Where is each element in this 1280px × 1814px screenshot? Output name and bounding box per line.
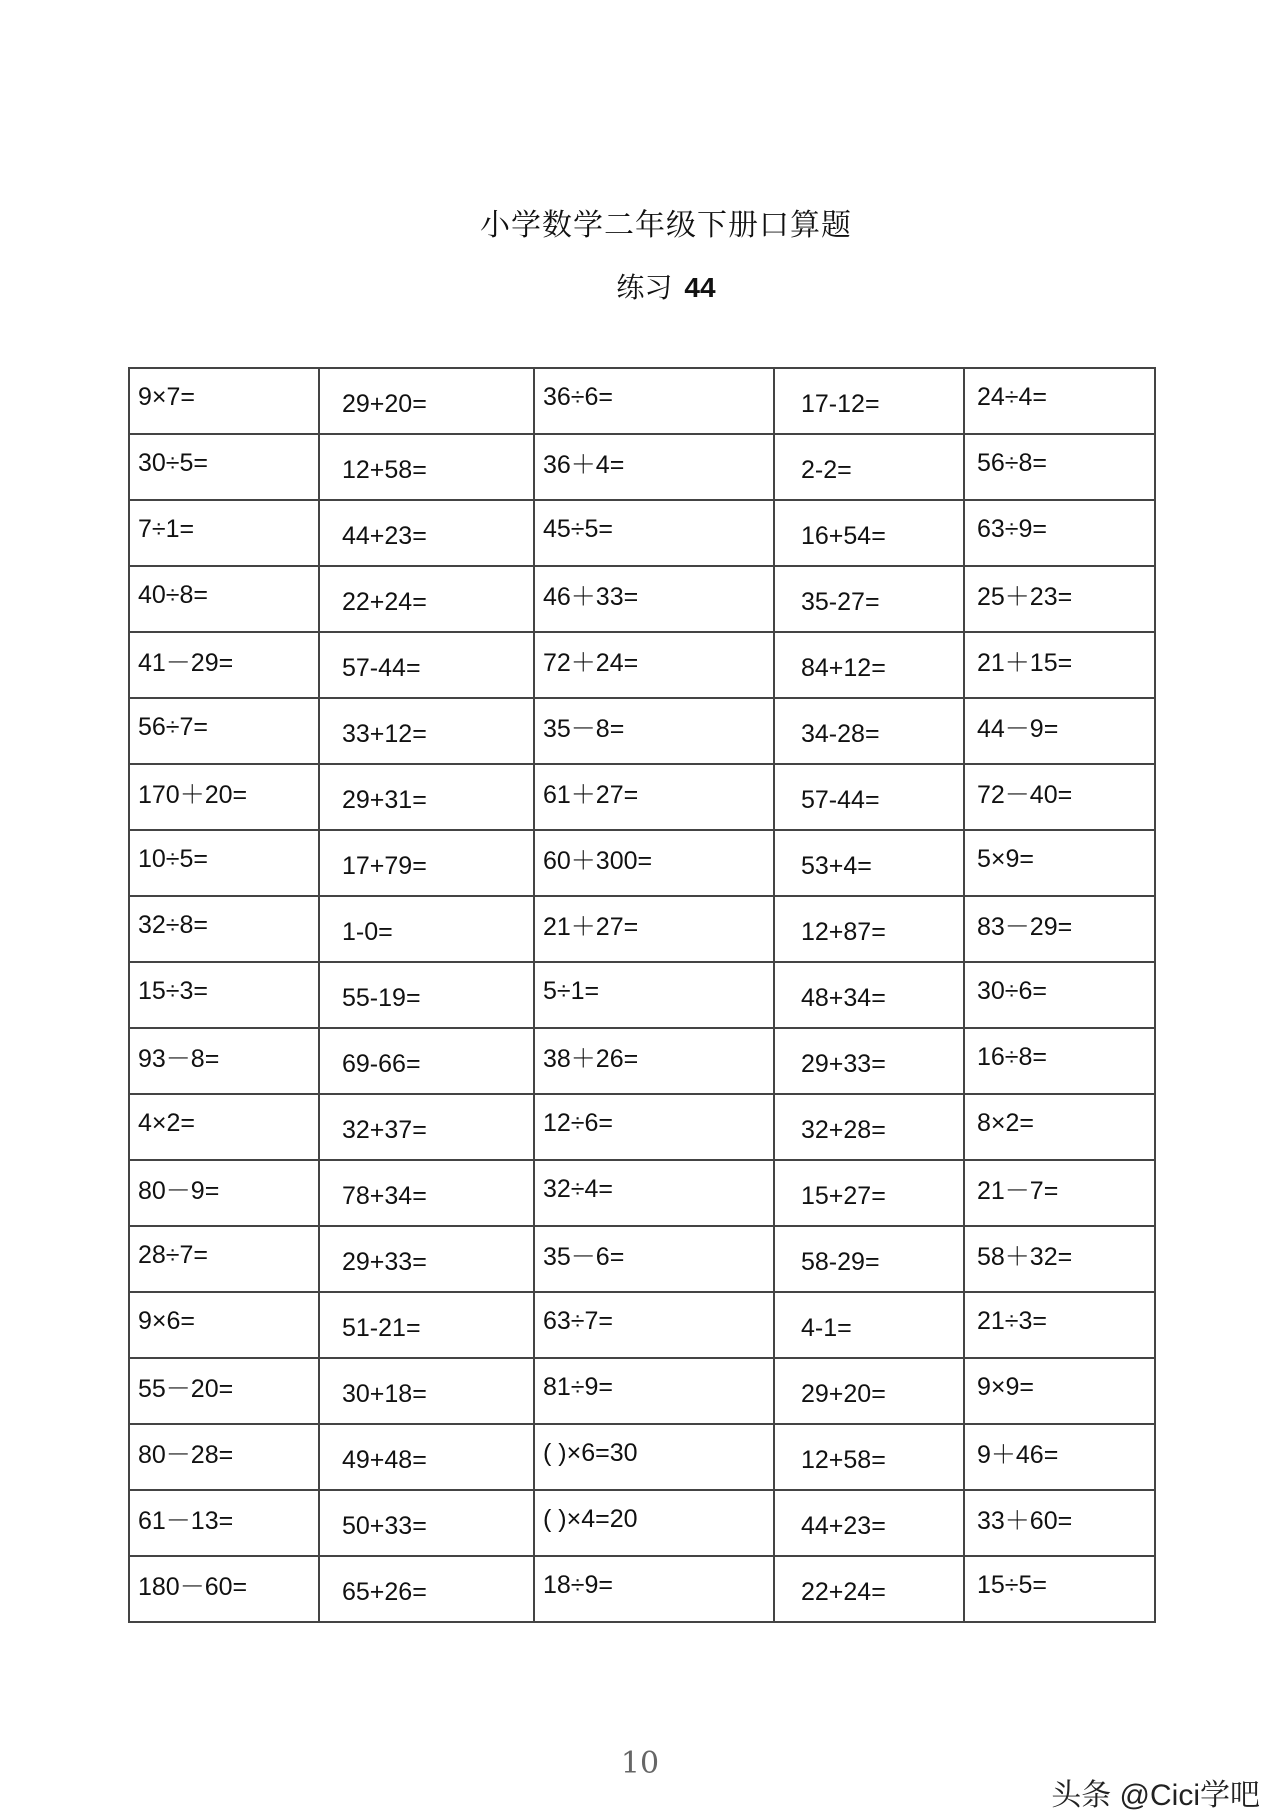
problem-cell	[774, 698, 964, 764]
problem-cell	[774, 1490, 964, 1556]
table-row	[129, 1160, 1155, 1226]
table-row	[129, 566, 1155, 632]
problem-text: 17-12=	[801, 389, 880, 418]
problem-cell	[964, 1292, 1155, 1358]
problem-text: 4-1=	[801, 1313, 852, 1342]
problem-cell	[774, 566, 964, 632]
problem-cell	[129, 764, 319, 830]
problem-cell	[319, 962, 534, 1028]
problem-text: 55-19=	[342, 983, 421, 1012]
problem-text: 84+12=	[801, 653, 886, 682]
problem-text: 34-28=	[801, 719, 880, 748]
problem-text: 16÷8=	[977, 1042, 1048, 1071]
problem-cell	[129, 1094, 319, 1160]
problem-text: 61－13=	[138, 1507, 234, 1535]
problem-text: 5÷1=	[543, 976, 600, 1005]
problem-text: 10÷5=	[138, 844, 209, 873]
problem-text: 29+33=	[801, 1049, 886, 1078]
table-row	[129, 1292, 1155, 1358]
problem-text: 58-29=	[801, 1247, 880, 1276]
table-row	[129, 368, 1155, 434]
exercise-number: 44	[684, 272, 716, 303]
problem-cell	[774, 1094, 964, 1160]
problem-cell	[129, 698, 319, 764]
problem-cell	[129, 1424, 319, 1490]
problem-text: 32÷4=	[543, 1174, 614, 1203]
problem-text: 22+24=	[801, 1577, 886, 1606]
problem-cell	[319, 764, 534, 830]
problem-cell	[129, 500, 319, 566]
problem-text: 9×7=	[138, 382, 196, 411]
problem-cell	[774, 1226, 964, 1292]
problem-cell	[319, 632, 534, 698]
problem-cell	[319, 1094, 534, 1160]
problem-cell	[774, 1292, 964, 1358]
problem-cell	[774, 962, 964, 1028]
table-row	[129, 764, 1155, 830]
problem-text: 170＋20=	[138, 781, 248, 809]
problem-cell	[964, 1226, 1155, 1292]
problem-text: 33＋60=	[977, 1507, 1073, 1535]
problem-text: 32÷8=	[138, 910, 209, 939]
problem-cell	[319, 1160, 534, 1226]
problem-text: 57-44=	[342, 653, 421, 682]
problem-cell	[774, 764, 964, 830]
problem-cell	[129, 1556, 319, 1622]
problem-cell	[129, 1160, 319, 1226]
problem-text: 72－40=	[977, 781, 1073, 809]
problem-cell	[319, 1424, 534, 1490]
problem-cell	[534, 962, 774, 1028]
table-row	[129, 1094, 1155, 1160]
problem-text: ( )×4=20	[543, 1504, 638, 1533]
problem-text: 44+23=	[801, 1511, 886, 1540]
problem-text: 38＋26=	[543, 1045, 639, 1073]
table-row	[129, 500, 1155, 566]
problem-cell	[129, 434, 319, 500]
problem-text: 40÷8=	[138, 580, 209, 609]
problem-text: 78+34=	[342, 1181, 427, 1210]
problem-text: 9＋46=	[977, 1441, 1059, 1469]
problem-cell	[964, 1424, 1155, 1490]
problem-cell	[534, 368, 774, 434]
problem-text: 29+31=	[342, 785, 427, 814]
problem-cell	[774, 1160, 964, 1226]
problem-text: 72＋24=	[543, 649, 639, 677]
problem-text: 69-66=	[342, 1049, 421, 1078]
problem-cell	[964, 896, 1155, 962]
problem-cell	[129, 1226, 319, 1292]
problem-cell	[319, 830, 534, 896]
problem-text: 80－28=	[138, 1441, 234, 1469]
problem-text: 1-0=	[342, 917, 393, 946]
exercise-heading	[26, 266, 1280, 306]
problem-cell	[774, 1358, 964, 1424]
problem-text: 81÷9=	[543, 1372, 614, 1401]
table-row	[129, 1556, 1155, 1622]
problem-cell	[774, 896, 964, 962]
problem-cell	[129, 896, 319, 962]
problem-cell	[319, 698, 534, 764]
problem-text: 63÷9=	[977, 514, 1048, 543]
problem-text: 45÷5=	[543, 514, 614, 543]
problem-cell	[964, 632, 1155, 698]
problem-cell	[534, 1028, 774, 1094]
problem-text: 35－8=	[543, 715, 625, 743]
table-row	[129, 1490, 1155, 1556]
problem-text: 15+27=	[801, 1181, 886, 1210]
problem-text: 55－20=	[138, 1375, 234, 1403]
problem-cell	[319, 1292, 534, 1358]
problem-cell	[964, 1028, 1155, 1094]
problem-cell	[319, 1028, 534, 1094]
problem-cell	[129, 1292, 319, 1358]
problem-text: 48+34=	[801, 983, 886, 1012]
problem-cell	[774, 368, 964, 434]
problem-cell	[534, 1424, 774, 1490]
problem-cell	[774, 632, 964, 698]
problem-text: 12+58=	[801, 1445, 886, 1474]
problem-cell	[774, 830, 964, 896]
problem-cell	[964, 962, 1155, 1028]
problem-cell	[129, 368, 319, 434]
problem-text: 32+37=	[342, 1115, 427, 1144]
problem-cell	[964, 1490, 1155, 1556]
table-row	[129, 1424, 1155, 1490]
table-row	[129, 896, 1155, 962]
problem-text: ( )×6=30	[543, 1438, 638, 1467]
problem-cell	[534, 1094, 774, 1160]
problem-text: 44－9=	[977, 715, 1059, 743]
table-row	[129, 1226, 1155, 1292]
problem-text: 93－8=	[138, 1045, 220, 1073]
problem-text: 33+12=	[342, 719, 427, 748]
problem-text: 35-27=	[801, 587, 880, 616]
problem-cell	[964, 830, 1155, 896]
problem-cell	[774, 1424, 964, 1490]
problem-cell	[534, 1160, 774, 1226]
problem-text: 29+33=	[342, 1247, 427, 1276]
problem-cell	[534, 830, 774, 896]
problem-text: 83－29=	[977, 913, 1073, 941]
problem-text: 15÷3=	[138, 976, 209, 1005]
problem-cell	[319, 1226, 534, 1292]
problem-cell	[534, 434, 774, 500]
problem-cell	[534, 896, 774, 962]
problem-text: 65+26=	[342, 1577, 427, 1606]
problem-cell	[319, 1358, 534, 1424]
problem-text: 2-2=	[801, 455, 852, 484]
table-row	[129, 698, 1155, 764]
problem-text: 80－9=	[138, 1177, 220, 1205]
problem-text: 49+48=	[342, 1445, 427, 1474]
problem-text: 9×9=	[977, 1372, 1035, 1401]
problem-text: 4×2=	[138, 1108, 196, 1137]
problem-cell	[129, 962, 319, 1028]
problem-text: 7÷1=	[138, 514, 195, 543]
problem-text: 41－29=	[138, 649, 234, 677]
problem-cell	[964, 764, 1155, 830]
problem-text: 56÷7=	[138, 712, 209, 741]
problem-text: 12+58=	[342, 455, 427, 484]
problem-cell	[129, 632, 319, 698]
problem-text: 30+18=	[342, 1379, 427, 1408]
watermark: 头条 @Cici学吧	[1051, 1779, 1260, 1812]
problem-text: 51-21=	[342, 1313, 421, 1342]
problem-text: 5×9=	[977, 844, 1035, 873]
problem-text: 30÷5=	[138, 448, 209, 477]
problem-cell	[964, 566, 1155, 632]
problem-text: 8×2=	[977, 1108, 1035, 1137]
table-row	[129, 962, 1155, 1028]
table-row	[129, 1358, 1155, 1424]
problem-text: 44+23=	[342, 521, 427, 550]
problem-text: 21＋27=	[543, 913, 639, 941]
problem-text: 12+87=	[801, 917, 886, 946]
problem-cell	[129, 1028, 319, 1094]
problem-cell	[319, 368, 534, 434]
problem-text: 36＋4=	[543, 451, 625, 479]
page-title: 小学数学二年级下册口算题	[480, 208, 852, 243]
problem-text: 58＋32=	[977, 1243, 1073, 1271]
problem-text: 21－7=	[977, 1177, 1059, 1205]
problem-cell	[964, 1160, 1155, 1226]
problem-text: 29+20=	[342, 389, 427, 418]
table-row	[129, 434, 1155, 500]
problem-text: 36÷6=	[543, 382, 614, 411]
problem-text: 18÷9=	[543, 1570, 614, 1599]
table-row	[129, 830, 1155, 896]
problem-text: 15÷5=	[977, 1570, 1048, 1599]
problem-cell	[534, 1556, 774, 1622]
problem-text: 56÷8=	[977, 448, 1048, 477]
problem-cell	[319, 896, 534, 962]
problem-text: 32+28=	[801, 1115, 886, 1144]
problem-text: 21÷3=	[977, 1306, 1048, 1335]
problem-text: 63÷7=	[543, 1306, 614, 1335]
problem-cell	[774, 500, 964, 566]
problem-cell	[774, 434, 964, 500]
problem-text: 25＋23=	[977, 583, 1073, 611]
exercise-label: 练习	[616, 271, 673, 304]
problem-cell	[534, 764, 774, 830]
problem-text: 60＋300=	[543, 847, 653, 875]
problem-cell	[534, 1490, 774, 1556]
problem-cell	[129, 566, 319, 632]
problem-text: 35－6=	[543, 1243, 625, 1271]
problem-cell	[534, 698, 774, 764]
problem-text: 29+20=	[801, 1379, 886, 1408]
problem-cell	[964, 1358, 1155, 1424]
problem-text: 17+79=	[342, 851, 427, 880]
problem-cell	[774, 1556, 964, 1622]
problem-text: 180－60=	[138, 1573, 248, 1601]
problem-text: 61＋27=	[543, 781, 639, 809]
problem-cell	[964, 500, 1155, 566]
problem-cell	[319, 1490, 534, 1556]
table-row	[129, 1028, 1155, 1094]
problem-cell	[964, 698, 1155, 764]
problem-cell	[964, 434, 1155, 500]
problem-text: 22+24=	[342, 587, 427, 616]
problem-cell	[534, 1292, 774, 1358]
page-number: 10	[620, 1746, 660, 1781]
problem-cell	[319, 500, 534, 566]
problem-cell	[964, 1094, 1155, 1160]
problem-cell	[534, 500, 774, 566]
problem-text: 9×6=	[138, 1306, 196, 1335]
problem-text: 46＋33=	[543, 583, 639, 611]
problem-cell	[964, 368, 1155, 434]
problem-cell	[129, 830, 319, 896]
problem-text: 16+54=	[801, 521, 886, 550]
problem-cell	[129, 1358, 319, 1424]
problem-cell	[534, 1226, 774, 1292]
problem-cell	[129, 1490, 319, 1556]
problem-text: 53+4=	[801, 851, 872, 880]
problem-cell	[319, 566, 534, 632]
problem-cell	[534, 632, 774, 698]
problem-text: 24÷4=	[977, 382, 1048, 411]
arithmetic-problem-table	[128, 367, 1156, 1623]
problem-text: 30÷6=	[977, 976, 1048, 1005]
problem-text: 21＋15=	[977, 649, 1073, 677]
problem-cell	[319, 434, 534, 500]
problem-cell	[534, 566, 774, 632]
problem-cell	[319, 1556, 534, 1622]
problem-text: 28÷7=	[138, 1240, 209, 1269]
problem-cell	[534, 1358, 774, 1424]
problem-cell	[964, 1556, 1155, 1622]
problem-cell	[774, 1028, 964, 1094]
table-row	[129, 632, 1155, 698]
problem-text: 12÷6=	[543, 1108, 614, 1137]
problem-text: 50+33=	[342, 1511, 427, 1540]
problem-text: 57-44=	[801, 785, 880, 814]
